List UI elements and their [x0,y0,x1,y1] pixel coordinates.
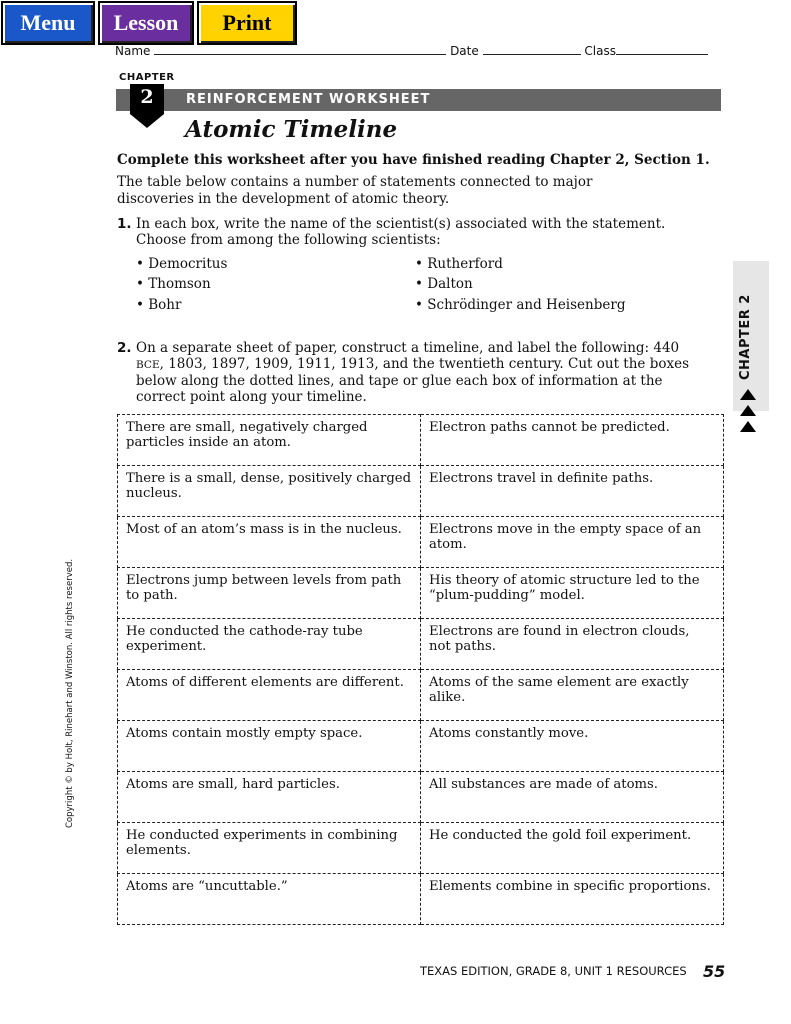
table-row [118,415,724,466]
list-item: • Rutherford [415,256,503,272]
statement-box: Electrons travel in definite paths. [421,466,724,517]
table-row [118,721,724,772]
statement-box: There are small, negatively charged particles inside an atom. [118,415,421,466]
statement-box: There is a small, dense, positively charged nucleus. [118,466,421,517]
list-item: • Thomson [136,276,211,292]
question-text-part: On a separate sheet of paper, construct a timeline, and label the following: 440 [136,340,680,356]
class-field[interactable] [616,44,708,55]
table-row [118,670,724,721]
page-title: Atomic Timeline [185,116,398,143]
print-button[interactable]: Print [197,1,297,45]
question-2 [117,340,707,405]
question-text: In each box, write the name of the scientist(s) associated with the statement. Choose from among the following scientists: [136,216,666,248]
statement-box: He conducted the cathode-ray tube experiment. [118,619,421,670]
table-row [118,823,724,874]
table-row [118,568,724,619]
page-number: 55 [703,962,726,981]
era-abbreviation: BCE [136,359,160,371]
list-item: • Democritus [136,256,228,272]
statement-box: He conducted experiments in combining elements. [118,823,421,874]
table-row [118,466,724,517]
date-label: Date [450,44,479,58]
statement-box: Electrons jump between levels from path to path. [118,568,421,619]
table-row [118,772,724,823]
statement-box: His theory of atomic structure led to the “plum-pudding” model. [421,568,724,619]
triangle-icon [740,389,756,400]
class-label: Class [584,44,616,58]
footer-edition: TEXAS EDITION, GRADE 8, UNIT 1 RESOURCES [420,964,687,978]
statement-box: Atoms contain mostly empty space. [118,721,421,772]
student-info-line [115,44,708,58]
list-item: • Dalton [415,276,473,292]
name-label: Name [115,44,151,58]
table-row [118,517,724,568]
triangle-icon [740,405,756,416]
question-text-part: , 1803, 1897, 1909, 1911, 1913, and the twentieth century. Cut out the boxes below along the dotted lines, and tape or glue each box of information at the correct point along your timeline. [136,356,689,405]
date-field[interactable] [483,44,581,55]
chapter-number: 2 [140,86,154,108]
statement-box: Atoms constantly move. [421,721,724,772]
list-item: • Bohr [136,297,182,313]
menu-button[interactable]: Menu [1,1,95,45]
chapter-side-tab-label: CHAPTER 2 [738,294,753,380]
intro-paragraph: The table below contains a number of statements connected to major discoveries in the development of atomic theory. [117,174,593,207]
question-number: 2. [117,340,132,356]
chapter-label: CHAPTER [119,72,175,83]
statement-box: Electrons move in the empty space of an atom. [421,517,724,568]
triangle-icon [740,421,756,432]
name-field[interactable] [154,44,446,55]
statement-box: Most of an atom’s mass is in the nucleus. [118,517,421,568]
question-1 [117,216,707,248]
list-item: • Schrödinger and Heisenberg [415,297,626,313]
statement-box: Atoms are small, hard particles. [118,772,421,823]
copyright-notice: Copyright © by Holt, Rinehart and Winston. All rights reserved. [65,558,75,828]
statement-box: Atoms of the same element are exactly alike. [421,670,724,721]
table-row [118,874,724,925]
statement-box: Atoms of different elements are different. [118,670,421,721]
statement-box: Electron paths cannot be predicted. [421,415,724,466]
statement-grid [117,414,724,925]
statement-box: He conducted the gold foil experiment. [421,823,724,874]
statement-box: All substances are made of atoms. [421,772,724,823]
statement-box: Atoms are “uncuttable.” [118,874,421,925]
lesson-button[interactable]: Lesson [98,1,194,45]
question-number: 1. [117,216,132,232]
banner-title: REINFORCEMENT WORKSHEET [186,92,431,107]
statement-box: Electrons are found in electron clouds, not paths. [421,619,724,670]
question-text [136,340,707,405]
instructions-lead: Complete this worksheet after you have finished reading Chapter 2, Section 1. [117,152,710,168]
statement-box: Elements combine in specific proportions. [421,874,724,925]
table-row [118,619,724,670]
